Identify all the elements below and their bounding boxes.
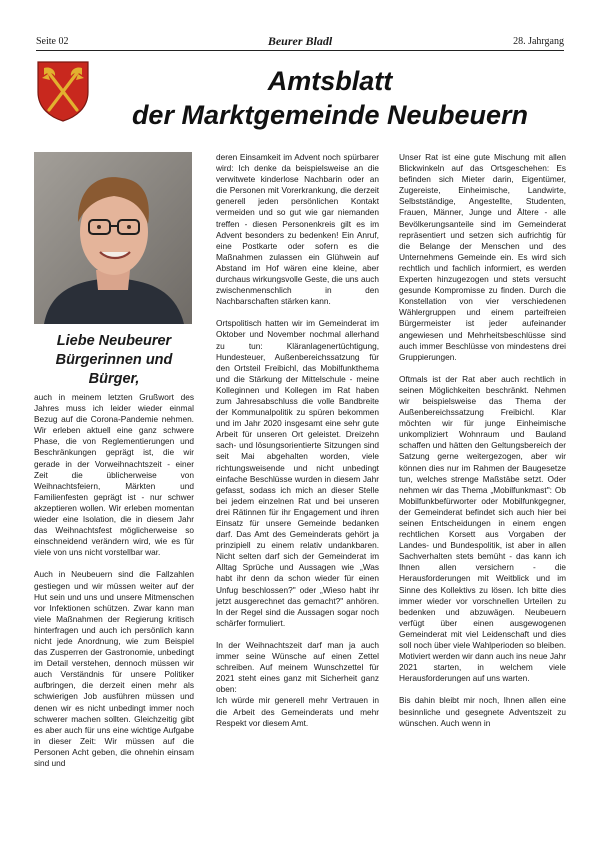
page-title [100,64,560,132]
title-line-1: Amtsblatt [267,66,393,96]
coat-of-arms-icon [36,60,90,122]
greeting-line-2: Bürgerinnen und [55,352,173,368]
article-column-2 [216,152,379,740]
title-line-2: der Marktgemeinde Neubeuern [131,100,529,130]
mayor-portrait [34,152,192,324]
paragraph: Ortspolitisch hatten wir im Gemeinderat im Oktober und November nochmal allerhand zu tun: Kläranlagenertüchtigung, Hundesteuer, Außenbereichssatzung für den Ortsteil Freibichl, das Mobilfunkthema und die Stärkung der Mittelschule - meine Kolleginnen und Kollegen im Rat haben zum Jahresabschluss die volle Bandbreite der Kommunalpolitik zu spüren bekommen und im Jahr 2020 insgesamt eine sehr gute Arbeit für unseren Ort geleistet. Dreizehn sach- und lösungsorientierte Sitzungen sind seit Mai abgehalten worden, viele richtungsweisende und nicht unbedingt einfache Beschlüsse wurden in diesem Jahr gefasst, sodass ich mich an dieser Stelle bei jedem einzelnen Rat und bei unseren drei Rätinnen für ihr Engagement und ihren Einsatz für unsere Gemeinde bedanken darf. Das Amt des Gemeinderats gehört ja prinzipiell zu einem relativ undankbaren. Nicht selten darf sich der Gemeinderat im Alltag Sprüche und Aussagen wie „Was habt ihr denn da schon wieder für einen Unfug beschlossen?" oder „Wieso habt ihr jetzt ausgerechnet das gemacht?" anhören. In der Regel sind die Aussagen sogar noch schärfer formuliert. [216,318,379,628]
paragraph: Bis dahin bleibt mir noch, Ihnen allen eine besinnliche und gesegnete Adventszeit zu wünschen. Auch wenn in [399,695,566,728]
page-number: Seite 02 [36,36,69,47]
greeting-line-1: Liebe Neubeurer [56,333,172,349]
paragraph: Ich würde mir generell mehr Vertrauen in die Arbeit des Gemeinderats und mehr Respekt vor diesem Amt. [216,695,379,728]
volume-label: 28. Jahrgang [513,36,564,47]
paragraph: auch in meinem letzten Grußwort des Jahres muss ich leider wieder einmal Bezug auf die Corona-Pandemie nehmen. Wir erleben aktuell eine ganz schwere Phase, die von Reglementierungen und Beschränkungen geprägt ist, die wir gerade in der Vorweihnachtszeit - einer Zeit die üblicherweise von Weihnachtsfeiern, Märkten und Familienfesten geprägt ist - nur schwer akzeptieren wollen. Wir erleben momentan wieder eine Isolation, die in diesem Jahr das Weihnachtsfest möglicherweise so einschneidend verändern wird, wie es für viele von uns nicht vorstellbar war. [34,392,194,558]
greeting-heading [34,332,194,389]
header-divider [36,50,564,51]
article-column-1 [34,392,194,780]
page-header [36,34,564,50]
greeting-line-3: Bürger, [88,371,140,387]
article-column-3 [399,152,566,740]
paragraph: deren Einsamkeit im Advent noch spürbarer wird: Ich denke da beispielsweise an die verwitwete kinderlose Nachbarin oder an die Personen mit Vorerkrankung, die derzeit generell jeden persönlichen Kontakt vermeiden und so gut wie gar niemanden treffen - diesen Personenkreis gilt es im Advent besonders zu bedenken! Ein Anruf, eine Postkarte oder sofern es die Maßnahmen zulassen ein Glühwein auf Abstand im Hof wären eine kleine, aber durchaus wirkungsvolle Geste, die uns auch zwischenmenschlich in den Nachbarschaften stärken kann. [216,152,379,307]
publication-name: Beurer Bladl [267,34,333,48]
paragraph: Unser Rat ist eine gute Mischung mit allen Blickwinkeln auf das Ortsgeschehen: Es befinden sich Mieter darin, Eigentümer, Zugereiste, Einheimische, Landwirte, Selbstständige, Angestellte, Studenten, Frauen, Männer, Junge und Ältere - alle Bevölkerungsanteile sind im Gemeinderat repräsentiert und setzen sich aufrichtig für die Belange der Menschen und des Unternehmens Gemeinde ein. Es wird sich rechtlich und fachlich informiert, es werden Experten hinzugezogen und stets versucht gesunde Kompromisse zu finden. Durch die Konstellation von vier verschiedenen Wählergruppen und einem parteifreien Bürgermeister ist jeder aufeinander angewiesen und Mehrheitsbeschlüsse sind auch immer Beschlüsse von mindestens drei Gruppierungen. [399,152,566,362]
paragraph: Auch in Neubeuern sind die Fallzahlen gestiegen und wir müssen weiter auf der Hut sein und uns und unsere Mitmenschen vor Infektionen schützen. Zwar kann man viele Maßnahmen der Regierung kritisch hinterfragen und auch ich persönlich kann nicht jede Anordnung, wie zum Beispiel das Zusperren der Gastronomie, unbedingt im Detail verstehen, dennoch müssen wir auch Verständnis für unsere Politiker aufbringen, die derzeit einen mehr als schwierigen Job ausführen müssen und denen wir es nicht unbedingt immer noch schwerer machen sollten. Gleichzeitig gibt es aber auch für uns eine wichtige Aufgabe in dieser Zeit: Wir müssen auf die Personen Acht geben, die ohnehin einsam sind und [34,569,194,768]
paragraph: Oftmals ist der Rat aber auch rechtlich in seinen Möglichkeiten beschränkt. Nehmen wir beispielsweise das Thema der Außenbereichssatzung Freibichl. Klar möchten wir für junge Einheimische unkompliziert Wohnraum und Bauland schaffen und hätten den Geltungsbereich der Satzung gerne weitergezogen, aber wir können dies nur im Rahmen der Baugesetze tun, welches strenge Maßstäbe setzt. Oder nehmen wir das Thema „Mobilfunkmast": Ob Mobilfunkbefürworter oder Mobilfunkgegner, der Gemeinderat befindet sich auch hier bei seinen Entscheidungen in einem engen rechtlichen Korsett aus Vorgaben der Landes- und Bundespolitik, ist aber in allen Sachverhalten stets bemüht - das kann ich Ihnen allen versichern - die Herausforderungen mit Weitblick und im Sinne des Kollektivs zu lösen. Ich bitte dies immer wieder vor vorschnellen Urteilen zu bedenken und abzuwägen. Neubeuern verfügt über einen ausgewogenen Gemeinderat mit viel Leidenschaft und dies soll noch über viele Wahlperioden so bleiben. Motiviert werden wir dann auch ins neue Jahr 2021 starten, in welchem viele Herausforderungen auf uns warten. [399,373,566,684]
paragraph: In der Weihnachtszeit darf man ja auch immer seine Wünsche auf einen Zettel schreiben. Auf meinem Wunschzettel für 2021 steht eines ganz mit Sicherheit ganz oben: [216,639,379,695]
